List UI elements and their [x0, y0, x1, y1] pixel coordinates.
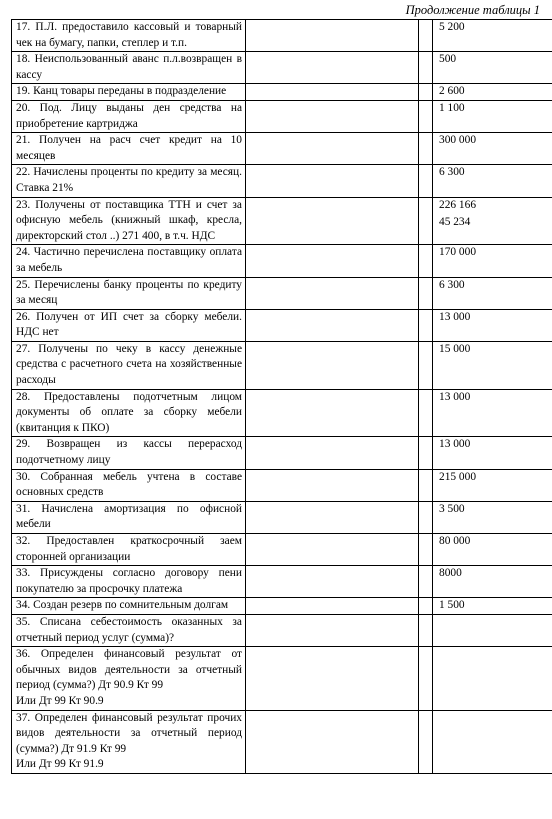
narrow-cell	[419, 197, 433, 245]
operation-description-cell	[12, 245, 246, 277]
amount-value: 1 500	[439, 599, 465, 612]
table-row	[12, 501, 552, 533]
table-row	[12, 647, 552, 710]
amount-cell	[433, 165, 552, 197]
narrow-cell	[419, 501, 433, 533]
amount-cell	[433, 20, 552, 52]
debit-credit-cell	[246, 566, 419, 598]
amount-value: 2 600	[439, 85, 465, 98]
debit-credit-cell	[246, 598, 419, 615]
operation-description-text: 29. Возвращен из кассы перерасход подотчетному лицу	[16, 438, 242, 467]
amount-value: 500	[439, 53, 457, 66]
operation-description-cell	[12, 469, 246, 501]
amount-cell	[433, 469, 552, 501]
debit-credit-cell	[246, 614, 419, 646]
debit-credit-cell	[246, 277, 419, 309]
operation-description-cell	[12, 197, 246, 245]
debit-credit-cell	[246, 647, 419, 710]
operation-description-cell	[12, 437, 246, 469]
amount-cell	[433, 197, 552, 245]
operation-description-cell	[12, 534, 246, 566]
amount-cell	[433, 52, 552, 84]
narrow-cell	[419, 598, 433, 615]
debit-credit-cell	[246, 197, 419, 245]
narrow-cell	[419, 165, 433, 197]
amount-cell	[433, 566, 552, 598]
operation-description-text: 24. Частично перечислена поставщику оплата за мебель	[16, 246, 242, 274]
narrow-cell	[419, 84, 433, 101]
operation-description-text: 30. Собранная мебель учтена в составе основных средств	[16, 470, 242, 499]
operation-description-cell	[12, 566, 246, 598]
amount-value: 170 000	[439, 246, 477, 259]
debit-credit-cell	[246, 437, 419, 469]
table-row	[12, 100, 552, 132]
table-row	[12, 20, 552, 52]
narrow-cell	[419, 20, 433, 52]
narrow-cell	[419, 309, 433, 341]
amount-cell	[433, 341, 552, 389]
amount-value: 13 000	[439, 438, 471, 451]
amount-value: 80 000	[439, 535, 471, 547]
amount-cell	[433, 245, 552, 277]
amount-cell	[433, 133, 552, 165]
narrow-cell	[419, 100, 433, 132]
operation-description-text: 28. Предоставлены подотчетным лицом документы об оплате за сборку мебели (квитанция к ПКО)	[16, 390, 242, 434]
operation-description-cell	[12, 52, 246, 84]
amount-value: 8000	[439, 567, 462, 580]
debit-credit-cell	[246, 20, 419, 52]
operation-description-text: 20. Под. Лицу выданы ден средства на приобретение картриджа	[16, 101, 242, 130]
table-row	[12, 469, 552, 501]
operation-description-text: 26. Получен от ИП счет за сборку мебели. НДС нет	[16, 310, 242, 339]
narrow-cell	[419, 277, 433, 309]
table-row	[12, 277, 552, 309]
operation-description-text: 32. Предоставлен краткосрочный заем сторонней организации	[16, 535, 242, 563]
operation-description-text: 25. Перечислены банку проценты по кредиту за месяц	[16, 278, 242, 307]
operation-description-cell	[12, 277, 246, 309]
operation-description-text: Или Дт 99 Кт 90.9	[16, 694, 104, 707]
debit-credit-cell	[246, 501, 419, 533]
table-row	[12, 133, 552, 165]
operation-description-cell	[12, 389, 246, 437]
transactions-table	[11, 19, 552, 774]
table-row	[12, 245, 552, 277]
debit-credit-cell	[246, 165, 419, 197]
operation-description-cell	[12, 710, 246, 773]
amount-cell	[433, 277, 552, 309]
amount-cell	[433, 100, 552, 132]
amount-value: 13 000	[439, 390, 471, 403]
table-row	[12, 389, 552, 437]
narrow-cell	[419, 133, 433, 165]
amount-value: 15 000	[439, 342, 471, 355]
operation-description-text: 21. Получен на расч счет кредит на 10 месяцев	[16, 134, 242, 162]
table-row	[12, 197, 552, 245]
table-row	[12, 52, 552, 84]
table-row	[12, 437, 552, 469]
operation-description-cell	[12, 647, 246, 710]
table-row	[12, 165, 552, 197]
debit-credit-cell	[246, 52, 419, 84]
table-row	[12, 309, 552, 341]
debit-credit-cell	[246, 469, 419, 501]
amount-cell	[433, 309, 552, 341]
table-row	[12, 341, 552, 389]
operation-description-cell	[12, 84, 246, 101]
amount-value: 13 000	[439, 310, 471, 323]
operation-description-text: 34. Создан резерв по сомнительным долгам	[16, 599, 229, 612]
amount-value: 226 166	[439, 198, 477, 211]
amount-value: 5 200	[439, 21, 465, 33]
amount-cell	[433, 437, 552, 469]
amount-value: 300 000	[439, 134, 477, 147]
operation-description-text: Или Дт 99 Кт 91.9	[16, 758, 104, 771]
amount-value: 45 234	[439, 216, 471, 229]
debit-credit-cell	[246, 389, 419, 437]
debit-credit-cell	[246, 534, 419, 566]
operation-description-text: 31. Начислена амортизация по офисной мебели	[16, 502, 242, 531]
debit-credit-cell	[246, 341, 419, 389]
operation-description-text: 23. Получены от поставщика ТТН и счет за офисную мебель (книжный шкаф, кресла, директорский стол ..) 271 400, в т.ч. НДС	[16, 198, 242, 242]
operation-description-cell	[12, 20, 246, 52]
table-row	[12, 534, 552, 566]
table-row	[12, 614, 552, 646]
operation-description-text: 33. Присуждены согласно договору пени покупателю за просрочку платежа	[16, 567, 242, 595]
operation-description-text: 19. Канц товары переданы в подразделение	[16, 85, 227, 98]
operation-description-cell	[12, 133, 246, 165]
amount-value: 3 500	[439, 502, 465, 515]
operation-description-text: 27. Получены по чеку в кассу денежные средства с расчетного счета на хозяйственные расходы	[16, 342, 242, 387]
table-row	[12, 84, 552, 101]
amount-value: 6 300	[439, 166, 465, 179]
narrow-cell	[419, 437, 433, 469]
operation-description-cell	[12, 614, 246, 646]
narrow-cell	[419, 534, 433, 566]
debit-credit-cell	[246, 245, 419, 277]
amount-value: 215 000	[439, 470, 477, 483]
operation-description-cell	[12, 341, 246, 389]
amount-cell	[433, 84, 552, 101]
narrow-cell	[419, 389, 433, 437]
amount-cell	[433, 534, 552, 566]
narrow-cell	[419, 469, 433, 501]
amount-value: 1 100	[439, 101, 465, 114]
narrow-cell	[419, 52, 433, 84]
narrow-cell	[419, 647, 433, 710]
operation-description-text: 37. Определен финансовый результат прочих видов деятельности за отчетный период (сумма?) Дт 91.9 Кт 99	[16, 711, 242, 755]
narrow-cell	[419, 341, 433, 389]
narrow-cell	[419, 710, 433, 773]
amount-cell	[433, 614, 552, 646]
amount-value: 6 300	[439, 278, 465, 291]
operation-description-text: 17. П.Л. предоставило кассовый и товарный чек на бумагу, папки, степлер и т.п.	[16, 21, 242, 49]
table-body	[12, 20, 552, 774]
amount-cell	[433, 501, 552, 533]
operation-description-cell	[12, 309, 246, 341]
narrow-cell	[419, 566, 433, 598]
amount-cell	[433, 647, 552, 710]
operation-description-text: 18. Неиспользованный аванс п.л.возвращен в кассу	[16, 53, 242, 81]
operation-description-cell	[12, 165, 246, 197]
operation-description-text: 35. Списана себестоимость оказанных за отчетный период услуг (сумма)?	[16, 615, 242, 644]
amount-cell	[433, 710, 552, 773]
amount-cell	[433, 598, 552, 615]
table-row	[12, 710, 552, 773]
operation-description-cell	[12, 598, 246, 615]
narrow-cell	[419, 614, 433, 646]
operation-description-text: 36. Определен финансовый результат от обычных видов деятельности за отчетный период (сумма?) Дт 90.9 Кт 99	[16, 648, 242, 692]
debit-credit-cell	[246, 133, 419, 165]
operation-description-text: 22. Начислены проценты по кредиту за месяц. Ставка 21%	[16, 166, 242, 194]
amount-cell	[433, 389, 552, 437]
operation-description-cell	[12, 100, 246, 132]
debit-credit-cell	[246, 309, 419, 341]
debit-credit-cell	[246, 84, 419, 101]
debit-credit-cell	[246, 100, 419, 132]
debit-credit-cell	[246, 710, 419, 773]
table-row	[12, 598, 552, 615]
operation-description-cell	[12, 501, 246, 533]
table-row	[12, 566, 552, 598]
table-caption: Продолжение таблицы 1	[405, 3, 540, 17]
narrow-cell	[419, 245, 433, 277]
